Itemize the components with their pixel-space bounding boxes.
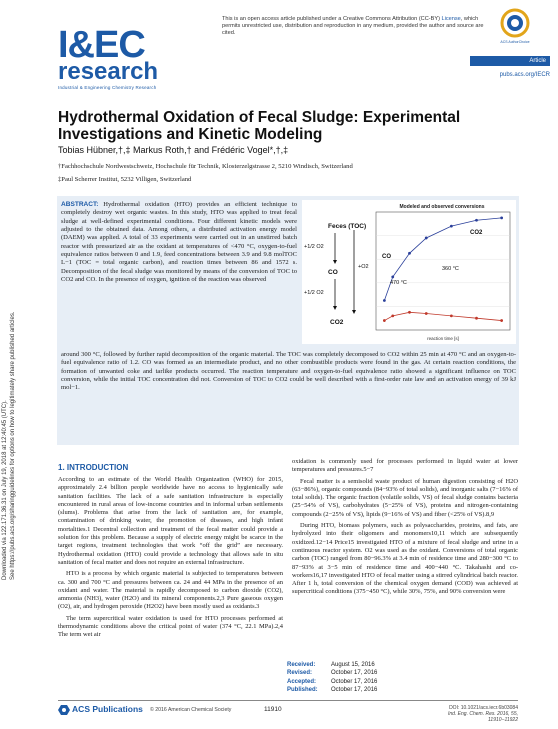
data-point-co (408, 311, 411, 314)
graphic-header: Modeled and observed conversions (399, 204, 485, 210)
intro-paragraph-3: The term supercritical water oxidation is used for HTO processes performed at thermodynamic conditions above the critical point of water (374 °C, 22.1 MPa).2,4 The term wet air (58, 614, 283, 639)
footer-divider (58, 700, 518, 701)
acs-publications-logo: ACS Publications (58, 704, 143, 715)
doi-citation (420, 705, 518, 724)
date-accepted: Accepted: October 17, 2016 (287, 678, 378, 685)
license-link[interactable]: License (441, 16, 461, 22)
plot-x-label: reaction time [s] (427, 336, 459, 341)
journal-subtitle: Industrial & Engineering Chemistry Research (58, 85, 157, 90)
intro-paragraph-1: According to an estimate of the World Health Organization (WHO) for 2015, approximately 2.4 billion people worldwide have no access to hygienically safe sanitation facilities. The lack of a safe sanitation infrastructure is especially encountered in rural areas of low-income countries and in informal urban settlements (slums). Problems that arise from the lack of sanitation are, for example, contamination of drinking water, the promotion of diseases, and high infant mortalities.1 Decentral collection and treatment of the fecal matter could provide a solution for this problem. Because a supply of electric energy might be scarce in the target regions, treatment technologies that work “off the grid” are necessary. Hydrothermal oxidation (HTO) could provide a technology that allows safe in situ sanitation of fecal matter and does not require an external infrastructure. (58, 476, 283, 566)
data-point-co2 (408, 252, 411, 255)
date-received: Received: August 15, 2016 (287, 662, 375, 668)
data-point-co2 (500, 217, 503, 220)
intro-paragraph-2: HTO is a process by which organic material is subjected to temperatures between ca. 300 and 700 °C and pressures between ca. 24 and 44 MPa in the presence of an oxidant and water. The material is rapidly decomposed to carbon dioxide (CO2), ammonia (NH3), water (H2O) and its mineral components.2,3 Pure gaseous oxygen (O2), air, and hydrogen peroxide (H2O2) have been mostly used as oxidants.3 (58, 570, 283, 611)
abstract-part1: ABSTRACT: Hydrothermal oxidation (HTO) provides an efficient technique to completely destroy wet organic wastes. In this study, HTO was applied to treat fecal sludge at well-defined experimental conditions. Four different kinetic models were adjusted to the obtained data. Among others, a distributed activation energy model (DAEM) was applied. A total of 33 experiments were carried out in an unstirred batch reactor with pressurized air as the oxidant at temperatures of <470 °C, oxygen-to-fuel equivalence ratios between 0 and 1.9, feed concentrations between 3.9 and 9.8 molTOC L−1 (TOC = total organic carbon), and reaction times between 86 and 1572 s. Decomposition of the fecal sludge was monitored by means of the conversion of TOC to CO2 and CO. In the presence of oxygen, ignition of the reaction was observed (61, 201, 297, 284)
section-heading: 1. INTRODUCTION (58, 463, 129, 472)
date-revised: Revised: October 17, 2016 (287, 670, 378, 677)
scheme-o2: +1/2 O2 (304, 244, 324, 250)
scheme-feces: Feces (TOC) (328, 223, 367, 230)
copyright: © 2016 American Chemical Society (150, 707, 232, 713)
plot-co2-label: CO2 (470, 230, 483, 236)
affiliation-1: †Fachhochschule Nordwestschweiz, Hochschule für Technik, Klosterzelgstrasse 2, 5210 Windisch, Switzerland (58, 163, 353, 170)
svg-text:ACS AuthorChoice: ACS AuthorChoice (500, 40, 530, 44)
acs-authorchoice-logo (500, 8, 530, 46)
download-note-line1: Downloaded via 122.171.36.31 on July 19, 2018 at 12:40:45 (UTC). (2, 400, 8, 580)
intro-paragraph-6: During HTO, biomass polymers, such as polysaccharides, proteins, and fats, are hydrolyzed into their oligomers and monomers10,11 which are subsequently oxidized.12−14 Price15 investigated HTO of a mixture of fecal sludge and urine in a continuous reactor system. O2 was used as the oxidant. Conversions of total organic carbon (TOC) ranged from 80−96.3% at 3.4 min of residence time and 280−300 °C to 87−93% at 3−5 min of residence time and 400−440 °C. Takahashi and co-workers16,17 investigated HTO of fecal matter using a stirred cylindrical batch reactor. After 1 h, total conversion of the chemical oxygen demand (COD) was achieved at supercritical conditions (375−450 °C), while 30%, 75%, and 90% conversion were (292, 522, 518, 596)
download-note-line2: See https://pubs.acs.org/sharingguidelines for options on how to legitimately share published articles. (10, 311, 16, 580)
page-number: 11910 (264, 706, 282, 713)
data-point-co2 (425, 237, 428, 240)
data-point-co (425, 312, 428, 315)
doi-link[interactable]: DOI: 10.1021/acs.iecr.6b03084 (449, 705, 518, 711)
intro-paragraph-5: Fecal matter is a semisolid waste product of human digestion consisting of H2O (63−86%), organic compounds (84−93% of total solids), and inorganic salts (7−16% of total solids). The organic fraction (volatile solids, VS) of fecal sludge contains bacteria (25−54% of VS), carbohydrates (5−25% of VS), proteins and nitrogen-containing compounds (2−25% of VS), lipids (9−16% of VS) and fiber (<25% of VS).8,9 (292, 477, 518, 518)
article-dates (287, 661, 517, 694)
download-note (0, 110, 20, 580)
data-point-co (383, 319, 386, 322)
data-point-co2 (391, 276, 394, 279)
author-list: Tobias Hübner,†,‡ Markus Roth,† and Frédéric Vogel*,†,‡ (58, 145, 289, 155)
scheme-co2: CO2 (330, 319, 344, 326)
journal-name-research: research (58, 58, 159, 85)
journal-url[interactable]: pubs.acs.org/IECR (499, 72, 550, 78)
date-published: Published: October 17, 2016 (287, 686, 378, 693)
plot-360-label: 360 °C (442, 266, 459, 272)
journal-name: I&EC (58, 24, 145, 66)
right-column (292, 458, 518, 597)
plot-470-label: 470 °C (390, 280, 407, 286)
plot-co-label: CO (382, 254, 391, 260)
left-column (58, 476, 283, 640)
intro-paragraph-4: oxidation is commonly used for processes performed in liquid water at lower temperatures and pressures.5−7 (292, 458, 518, 474)
data-point-co2 (450, 225, 453, 228)
data-point-co2 (475, 219, 478, 222)
article-type-tag: Article (470, 56, 550, 66)
affiliation-2: ‡Paul Scherrer Institut, 5232 Villigen, Switzerland (58, 176, 192, 183)
abstract-part2: around 300 °C, followed by further rapid decomposition of the organic material. The TOC was completely decomposed to CO2 within 25 min at 470 °C and an oxygen-to-fuel equivalence ratio of 1.2. CO was formed as an intermediate product, and no other combustible products were found in the gas. At certain reaction conditions, the formation of unwanted coke and tarlike products occurred. The reaction temperature and oxygen-to-fuel equivalence ratio showed a significant influence on TOC conversion, while the initial TOC concentration did not. Conversion of TOC to CO2 could be well described with a first-order rate law and an activation energy of 39 kJ mol−1. (61, 351, 516, 392)
article-title: Hydrothermal Oxidation of Fecal Sludge: Experimental Investigations and Kinetic Modeling (58, 109, 461, 143)
data-point-co2 (383, 299, 386, 302)
scheme-o2-right: +O2 (358, 264, 369, 270)
license-notice: This is an open access article published under a Creative Commons Attribution (CC-BY) License, which permits unrestricted use, distribution and reproduction in any medium, provided the author and source are cited. (222, 16, 484, 37)
data-point-co (475, 317, 478, 320)
data-point-co (450, 314, 453, 317)
scheme-o2-lower: +1/2 O2 (304, 290, 324, 296)
data-point-co (500, 319, 503, 322)
citation: Ind. Eng. Chem. Res. 2016, 55, 11910−11922 (447, 711, 518, 724)
scheme-co: CO (328, 269, 338, 276)
data-point-co (391, 314, 394, 317)
abstract-label: ABSTRACT: (61, 201, 99, 208)
journal-logo (58, 24, 159, 90)
acs-hex-icon (58, 705, 70, 715)
toc-graphic (302, 200, 516, 344)
